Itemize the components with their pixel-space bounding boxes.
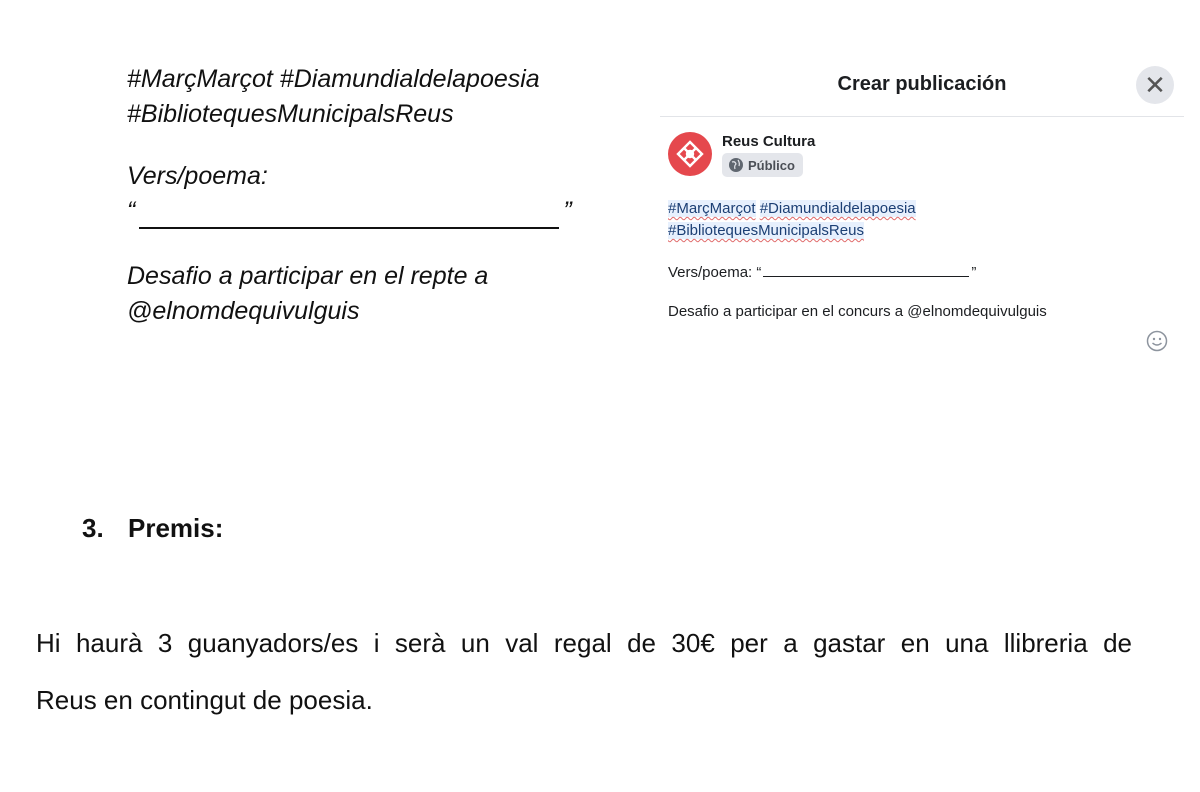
post-hashtags-line-2 [668, 222, 864, 239]
composer-title: Crear publicación [837, 73, 1007, 95]
page-name: Reus Cultura [722, 133, 816, 150]
section-number: 3. [82, 513, 104, 543]
challenge-line-2: @elnomdequivulguis [127, 297, 360, 325]
verse-suffix: ” [971, 264, 977, 281]
prize-paragraph-line-1: Hi haurà 3 guanyadors/es i serà un val regal de 30€ per a gastar en una llibreria de [36, 628, 1132, 658]
facebook-create-post-screenshot [660, 56, 1184, 366]
blank-rule [139, 203, 559, 229]
composer-header [660, 56, 1184, 117]
post-challenge-line: Desafio a participar en el concurs a @elnomdequivulguis [668, 303, 1047, 320]
hashtag-biblioteques[interactable]: #BibliotequesMunicipalsReus [668, 222, 864, 239]
close-button[interactable] [1136, 66, 1174, 104]
hashtags-line-1: #MarçMarçot #Diamundialdelapoesia [127, 65, 540, 93]
verse-prefix: Vers/poema: “ [668, 264, 762, 281]
open-quote: “ [127, 197, 136, 225]
section-heading [82, 513, 223, 544]
close-quote: ” [563, 197, 572, 225]
post-template-text [127, 62, 587, 329]
hashtags-line-2: #BibliotequesMunicipalsReus [127, 100, 454, 128]
close-icon: ✕ [1144, 70, 1166, 100]
avatar [668, 132, 712, 176]
hashtag-marcmarcot[interactable]: #MarçMarçot [668, 200, 756, 217]
verse-blank [763, 262, 969, 277]
post-hashtags-line-1 [668, 200, 916, 217]
globe-icon [728, 157, 744, 173]
prize-paragraph-line-2: Reus en contingut de poesia. [36, 685, 373, 715]
verse-label: Vers/poema: [127, 162, 268, 190]
verse-blank-line [127, 194, 587, 229]
reus-logo-icon [668, 132, 712, 176]
hashtag-diamundial[interactable]: #Diamundialdelapoesia [759, 200, 916, 217]
audience-label: Público [748, 157, 795, 173]
audience-selector[interactable] [722, 153, 803, 177]
section-title: Premis: [128, 513, 224, 543]
post-verse-line [668, 262, 976, 281]
challenge-line-1: Desafio a participar en el repte a [127, 262, 489, 290]
emoji-icon[interactable] [1146, 330, 1168, 352]
